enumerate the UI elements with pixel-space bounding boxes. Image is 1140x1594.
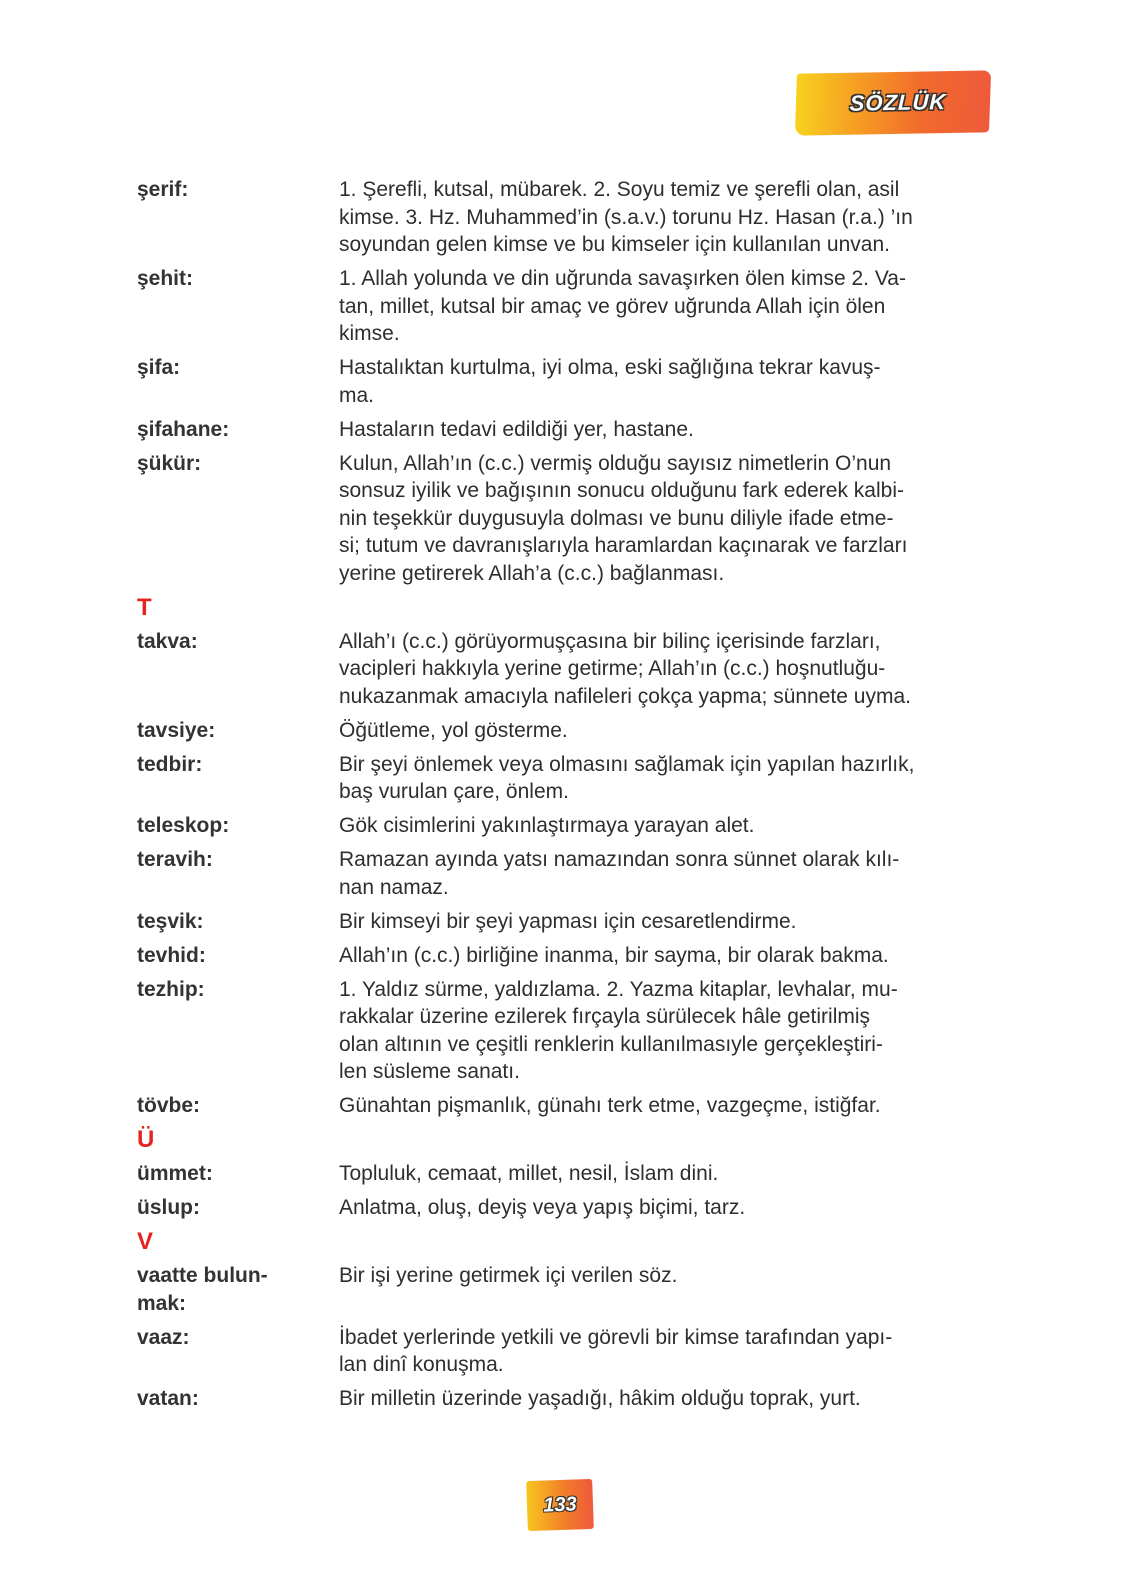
definition-line: soyundan gelen kimse ve bu kimseler için kullanılan unvan. bbox=[339, 233, 890, 256]
glossary-list bbox=[137, 176, 997, 1419]
entry-definition bbox=[339, 976, 898, 1086]
definition-line: len süsleme sanatı. bbox=[339, 1060, 520, 1083]
entry-term: tövbe: bbox=[137, 1094, 200, 1117]
definition-line: sonsuz iyilik ve bağışının sonucu olduğunu fark ederek kalbi- bbox=[339, 479, 904, 502]
entry-definition bbox=[339, 908, 796, 936]
definition-line: vacipleri hakkıyla yerine getirme; Allah’ın (c.c.) hoşnutluğu- bbox=[339, 657, 886, 680]
glossary-entry bbox=[137, 1385, 997, 1413]
glossary-entry bbox=[137, 717, 997, 745]
entry-term: vaaz: bbox=[137, 1325, 190, 1349]
entry-term: teleskop: bbox=[137, 814, 230, 837]
definition-line: Bir kimseyi bir şeyi yapması için cesaretlendirme. bbox=[339, 909, 797, 933]
entry-term: vatan: bbox=[137, 1387, 199, 1410]
letter-heading: V bbox=[137, 1228, 154, 1255]
entry-term: teravih: bbox=[137, 848, 213, 871]
definition-line: Bir milletin üzerinde yaşadığı, hâkim olduğu toprak, yurt. bbox=[339, 1387, 861, 1410]
definition-line: tan, millet, kutsal bir amaç ve görev uğrunda Allah için ölen bbox=[339, 294, 886, 318]
entry-term: şifahane: bbox=[137, 417, 230, 441]
definition-line: Hastalıktan kurtulma, iyi olma, eski sağlığına tekrar kavuş- bbox=[339, 356, 881, 379]
definition-line: kimse. 3. Hz. Muhammed’in (s.a.v.) torunu Hz. Hasan (r.a.) ’ın bbox=[339, 205, 913, 229]
definition-line: 1. Yaldız sürme, yaldızlama. 2. Yazma kitaplar, levhalar, mu- bbox=[339, 977, 898, 1001]
glossary-entry bbox=[137, 628, 997, 711]
entry-term: tavsiye: bbox=[137, 718, 216, 742]
definition-line: 1. Allah yolunda ve din uğrunda savaşırken ölen kimse 2. Va- bbox=[339, 267, 906, 290]
entry-term: tedbir: bbox=[137, 752, 203, 776]
entry-definition bbox=[339, 450, 907, 588]
entry-term: teşvik: bbox=[137, 909, 204, 933]
page-number: 133 bbox=[542, 1492, 578, 1517]
entry-definition bbox=[339, 176, 913, 259]
section-badge bbox=[795, 70, 991, 135]
entry-term: şerif: bbox=[137, 178, 189, 201]
letter-heading: T bbox=[137, 593, 152, 621]
definition-line: Bir şeyi önlemek veya olmasını sağlamak için yapılan hazırlık, bbox=[339, 752, 915, 776]
glossary-entry bbox=[137, 812, 997, 840]
glossary-entry bbox=[137, 1262, 997, 1317]
entry-definition bbox=[339, 265, 906, 348]
entry-definition bbox=[339, 1385, 861, 1413]
definition-line: Günahtan pişmanlık, günahı terk etme, vazgeçme, istiğfar. bbox=[339, 1094, 881, 1117]
entry-definition bbox=[339, 1092, 881, 1120]
entry-definition bbox=[339, 812, 754, 840]
entry-term: şükür: bbox=[137, 451, 202, 475]
entry-term: şehit: bbox=[137, 267, 194, 290]
definition-line: Allah’ın (c.c.) birliğine inanma, bir sayma, bir olarak bakma. bbox=[339, 943, 889, 967]
entry-definition bbox=[339, 942, 889, 970]
glossary-entry bbox=[137, 1194, 997, 1222]
entry-definition bbox=[339, 751, 914, 806]
entry-term: takva: bbox=[137, 629, 198, 653]
glossary-entry bbox=[137, 176, 997, 259]
glossary-entry bbox=[137, 908, 997, 936]
glossary-entry bbox=[137, 1160, 997, 1188]
entry-term: üslup: bbox=[137, 1196, 200, 1219]
definition-line: Öğütleme, yol gösterme. bbox=[339, 718, 568, 742]
entry-definition bbox=[339, 1324, 892, 1379]
definition-line: Bir işi yerine getirmek içi verilen söz. bbox=[339, 1264, 678, 1287]
glossary-entry bbox=[137, 846, 997, 901]
entry-definition bbox=[339, 1160, 718, 1188]
definition-line: lan dinî konuşma. bbox=[339, 1353, 504, 1376]
definition-line: Allah’ı (c.c.) görüyormuşçasına bir bilinç içerisinde farzları, bbox=[339, 629, 881, 653]
definition-line: nin teşekkür duygusuyla dolması ve bunu diliyle ifade etme- bbox=[339, 506, 894, 530]
definition-line: olan altının ve çeşitli renklerin kullanılmasıyle gerçekleştiri- bbox=[339, 1032, 883, 1056]
definition-line: Topluluk, cemaat, millet, nesil, İslam dini. bbox=[339, 1162, 719, 1185]
entry-definition bbox=[339, 354, 881, 409]
entry-term: tezhip: bbox=[137, 977, 205, 1001]
entry-term: ümmet: bbox=[137, 1162, 213, 1185]
entry-definition bbox=[339, 416, 694, 444]
definition-line: nukazanmak amacıyla nafileleri çokça yapma; sünnete uyma. bbox=[339, 684, 911, 708]
definition-line: Anlatma, oluş, deyiş veya yapış biçimi, tarz. bbox=[339, 1196, 746, 1219]
entry-term: tevhid: bbox=[137, 943, 206, 967]
glossary-entry bbox=[137, 1092, 997, 1120]
definition-line: Gök cisimlerini yakınlaştırmaya yarayan alet. bbox=[339, 814, 755, 837]
entry-definition bbox=[339, 1194, 745, 1222]
glossary-entry bbox=[137, 416, 997, 444]
entry-definition bbox=[339, 717, 568, 745]
definition-line: nan namaz. bbox=[339, 875, 449, 899]
glossary-entry bbox=[137, 751, 997, 806]
entry-definition bbox=[339, 846, 899, 901]
glossary-entry bbox=[137, 1324, 997, 1379]
definition-line: Hastaların tedavi edildiği yer, hastane. bbox=[339, 417, 694, 441]
entry-definition bbox=[339, 1262, 677, 1317]
definition-line: baş vurulan çare, önlem. bbox=[339, 780, 569, 803]
glossary-entry bbox=[137, 942, 997, 970]
letter-heading: Ü bbox=[137, 1126, 155, 1153]
page-number-badge bbox=[526, 1479, 594, 1531]
glossary-entry bbox=[137, 265, 997, 348]
definition-line: Ramazan ayında yatsı namazından sonra sünnet olarak kılı- bbox=[339, 848, 900, 871]
definition-line: İbadet yerlerinde yetkili ve görevli bir kimse tarafından yapı- bbox=[339, 1325, 893, 1349]
definition-line: ma. bbox=[339, 383, 375, 407]
glossary-entry bbox=[137, 976, 997, 1086]
definition-line: rakkalar üzerine ezilerek fırçayla sürülecek hâle getirilmiş bbox=[339, 1005, 871, 1028]
glossary-entry bbox=[137, 450, 997, 588]
definition-line: Kulun, Allah’ın (c.c.) vermiş olduğu sayısız nimetlerin O’nun bbox=[339, 451, 892, 475]
section-title: SÖZLÜK bbox=[849, 89, 947, 116]
glossary-entry bbox=[137, 354, 997, 409]
entry-definition bbox=[339, 628, 911, 711]
definition-line: yerine getirerek Allah’a (c.c.) bağlanması. bbox=[339, 561, 725, 585]
entry-term: şifa: bbox=[137, 356, 181, 379]
entry-term: vaatte bulun- mak: bbox=[137, 1264, 268, 1315]
definition-line: kimse. bbox=[339, 322, 400, 345]
definition-line: 1. Şerefli, kutsal, mübarek. 2. Soyu temiz ve şerefli olan, asil bbox=[339, 178, 900, 201]
definition-line: si; tutum ve davranışlarıyla haramlardan kaçınarak ve farzları bbox=[339, 534, 908, 557]
